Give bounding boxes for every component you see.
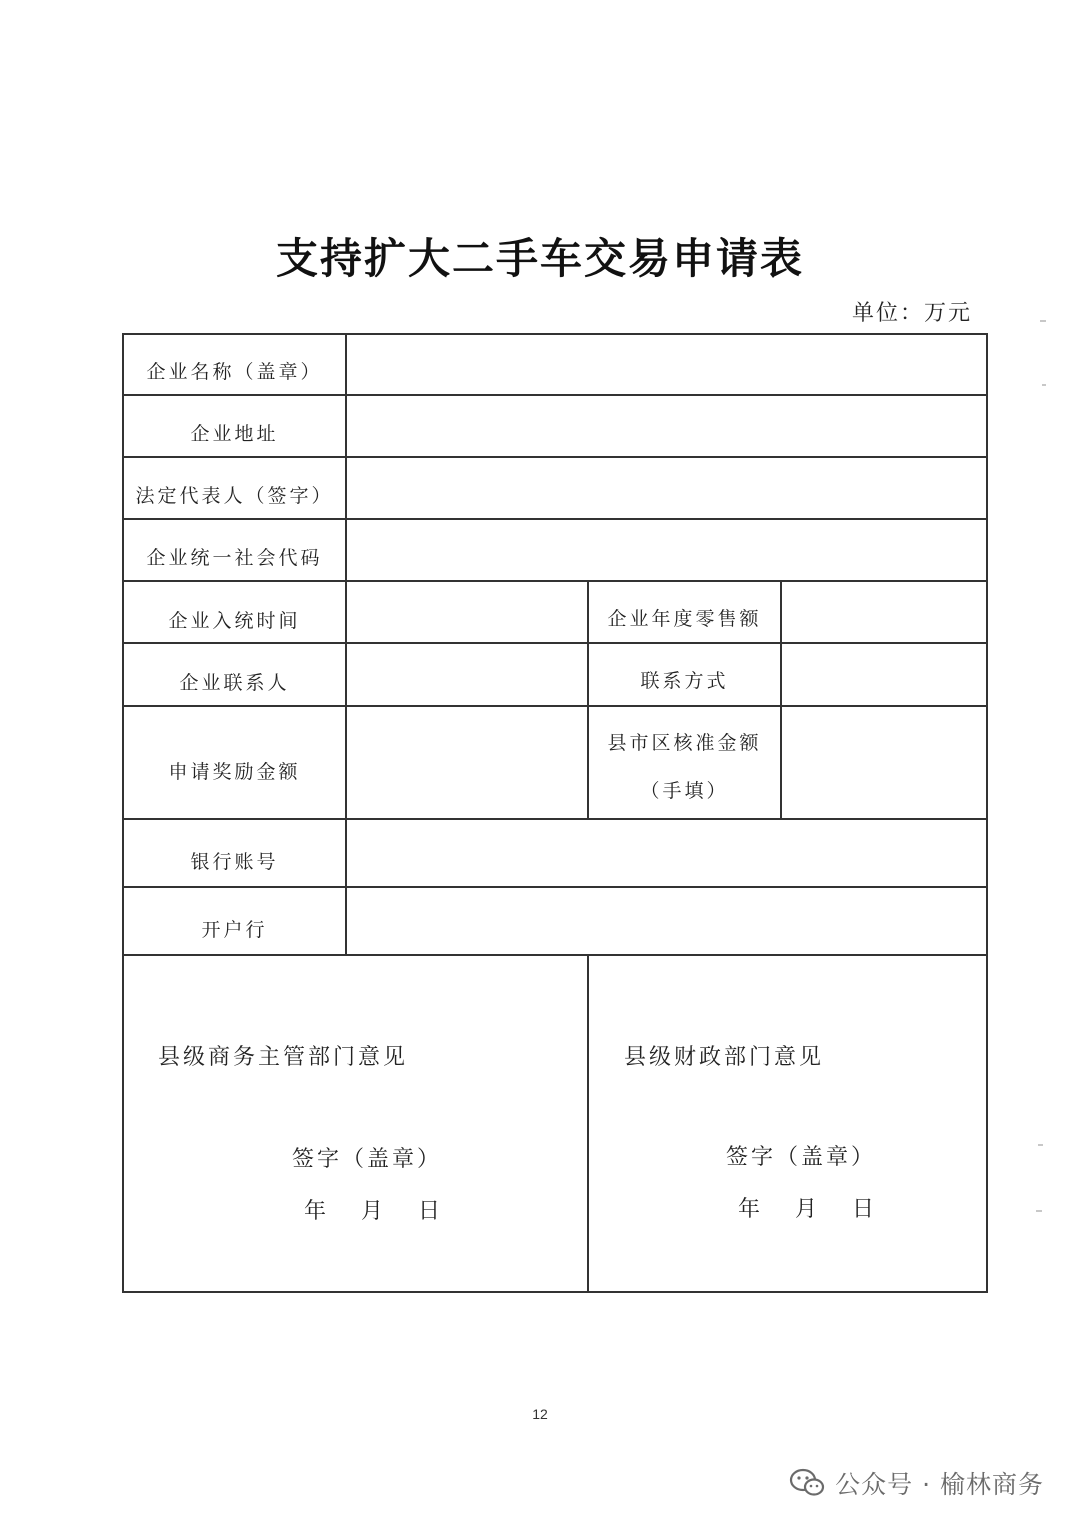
commerce-opinion-box[interactable] [124,956,587,1291]
legal-rep-field[interactable] [347,458,986,518]
approved-amount-label [589,712,780,822]
company-name-label: 企业名称（盖章） [146,360,323,383]
contact-person-field[interactable] [347,644,587,705]
reward-amount-field[interactable] [347,707,587,818]
entry-time-field[interactable] [347,582,587,642]
approved-amount-label-line1: 县市区核准金额 [607,732,762,754]
scan-mark [1042,384,1046,386]
commerce-date-day: 日 [418,1199,441,1224]
approved-amount-label-line2: （手填） [640,780,729,802]
commerce-date-month: 月 [361,1199,384,1224]
commerce-date-year: 年 [304,1199,327,1224]
credit-code-field[interactable] [347,520,986,580]
annual-retail-field[interactable] [782,582,986,642]
approved-amount-field[interactable] [782,707,986,818]
company-address-field[interactable] [347,396,986,456]
bank-name-label: 开户行 [201,918,268,941]
page-number: 12 [532,1406,548,1422]
finance-date [738,1192,902,1223]
finance-opinion-box[interactable] [589,956,986,1291]
form-title: 支持扩大二手车交易申请表 [275,234,804,283]
scan-mark [1040,320,1046,322]
company-name-field[interactable] [347,335,986,394]
finance-signature-label: 签字（盖章） [726,1145,877,1170]
unit-label: 单位：万元 [852,301,973,326]
commerce-signature-label: 签字（盖章） [292,1147,443,1172]
watermark-text: 公众号 · 榆林商务 [835,1470,1044,1499]
contact-method-label: 联系方式 [640,669,729,692]
watermark [789,1465,1044,1501]
bank-account-field[interactable] [347,820,986,886]
finance-opinion-title: 县级财政部门意见 [624,1045,825,1070]
scan-mark [1036,1210,1042,1212]
commerce-date [304,1194,468,1225]
legal-rep-label: 法定代表人（签字） [135,484,334,507]
wechat-icon [789,1468,825,1498]
finance-date-year: 年 [738,1197,761,1222]
contact-person-label: 企业联系人 [179,671,290,694]
entry-time-label: 企业入统时间 [168,609,301,632]
scan-mark [1038,1144,1043,1146]
bank-account-label: 银行账号 [190,850,279,873]
annual-retail-label: 企业年度零售额 [607,607,762,630]
contact-method-field[interactable] [782,644,986,705]
bank-name-field[interactable] [347,888,986,954]
finance-date-day: 日 [852,1197,875,1222]
commerce-opinion-title: 县级商务主管部门意见 [158,1045,409,1070]
finance-date-month: 月 [795,1197,818,1222]
company-address-label: 企业地址 [190,422,279,445]
credit-code-label: 企业统一社会代码 [146,546,323,569]
reward-amount-label: 申请奖励金额 [168,760,301,783]
